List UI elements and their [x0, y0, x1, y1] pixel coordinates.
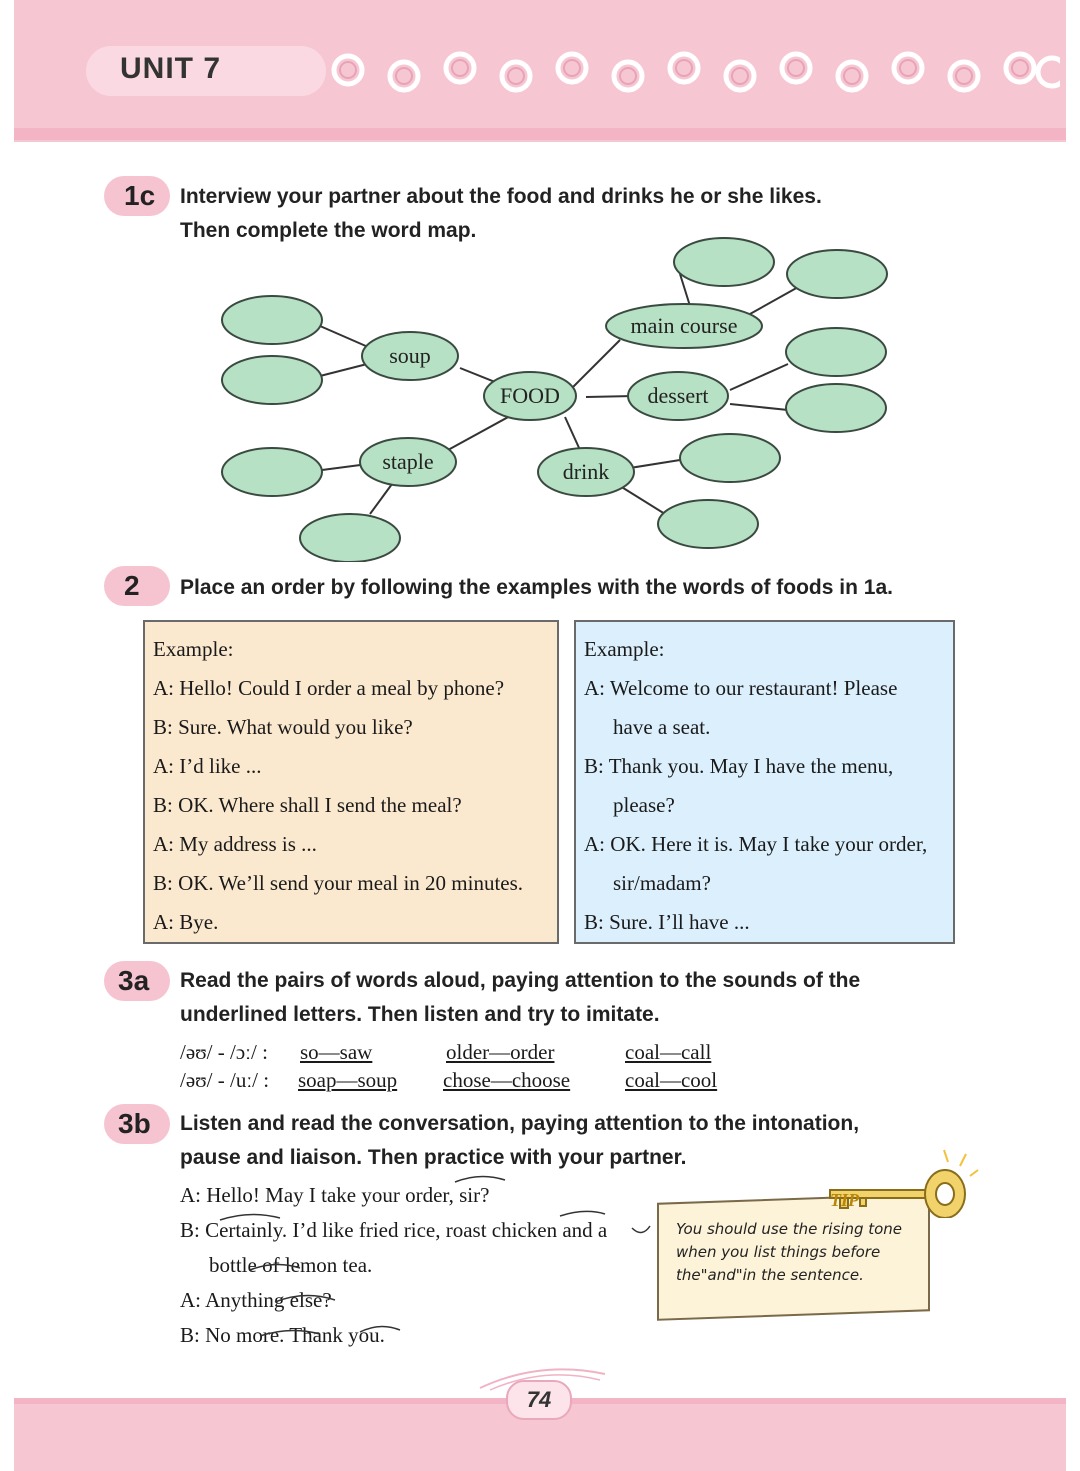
word-pair: chose—choose: [443, 1068, 571, 1092]
empty-oval: [787, 250, 887, 298]
empty-oval: [658, 500, 758, 548]
dialogue-line: sir/madam?: [613, 871, 711, 895]
conversation-line: A: Hello! May I take your order, sir?: [180, 1183, 490, 1207]
decorative-rings: [330, 50, 1060, 100]
instruction-1c-line2: Then complete the word map.: [180, 219, 477, 242]
instruction-2: Place an order by following the examples with the words of foods in 1a.: [180, 576, 893, 599]
empty-oval: [222, 356, 322, 404]
badge-2: 2: [104, 566, 170, 606]
empty-oval: [222, 448, 322, 496]
empty-oval: [300, 514, 400, 562]
label-food: FOOD: [500, 383, 560, 408]
conversation-line: B: Certainly. I’d like fried rice, roast chicken and a: [180, 1218, 608, 1242]
dialogue-line: B: OK. Where shall I send the meal?: [153, 793, 462, 817]
instruction-1c-line1: Interview your partner about the food and drinks he or she likes.: [180, 185, 822, 208]
empty-oval: [786, 384, 886, 432]
label-soup: soup: [389, 343, 431, 368]
dialogue-line: please?: [613, 793, 675, 817]
dialogue-line: A: Welcome to our restaurant! Please: [584, 676, 898, 700]
instruction-3a-line1: Read the pairs of words aloud, paying attention to the sounds of the: [180, 969, 861, 992]
word-pair: so—saw: [300, 1040, 373, 1064]
label-dessert: dessert: [647, 383, 709, 408]
conversation-line: A: Anything else?: [180, 1288, 332, 1312]
tip-text: You should use the rising tone when you list things before the"and"in the sentence.: [676, 1220, 903, 1284]
label-drink: drink: [562, 459, 610, 484]
badge-3b: 3b: [104, 1104, 170, 1144]
tip-label: TIP: [830, 1190, 859, 1210]
intonation-arrows: [180, 1172, 660, 1342]
word-pair: older—order: [446, 1040, 555, 1064]
instruction-3a: [180, 964, 970, 1032]
conversation-line: bottle of lemon tea.: [209, 1253, 373, 1277]
instruction-3a-line2: underlined letters. Then listen and try to imitate.: [180, 1003, 660, 1026]
header-strip: [14, 128, 1066, 140]
dialogue-line: A: I’d like ...: [153, 754, 262, 778]
dialogue-line: B: Sure. I’ll have ...: [584, 910, 750, 934]
word-pair: coal—call: [625, 1040, 712, 1064]
sound-pair: /əʊ/ - /ɔː/ :: [180, 1040, 268, 1064]
badge-1c: 1c: [104, 176, 170, 216]
example-box-1: [143, 620, 559, 944]
label-staple: staple: [382, 449, 434, 474]
example-title: Example:: [584, 637, 665, 661]
dialogue-line: A: OK. Here it is. May I take your order,: [584, 832, 928, 856]
badge-3a: 3a: [104, 961, 170, 1001]
word-pair: coal—cool: [625, 1068, 718, 1092]
example-title: Example:: [153, 637, 234, 661]
dialogue-line: B: Sure. What would you like?: [153, 715, 413, 739]
conversation-line: B: No more. Thank you.: [180, 1323, 385, 1347]
sound-pair: /əʊ/ - /uː/ :: [180, 1068, 270, 1092]
empty-oval: [222, 296, 322, 344]
empty-oval: [786, 328, 886, 376]
dialogue-line: A: Hello! Could I order a meal by phone?: [153, 676, 505, 700]
dialogue-line: A: Bye.: [153, 910, 219, 934]
empty-oval: [674, 238, 774, 286]
dialogue-line: B: OK. We’ll send your meal in 20 minutes.: [153, 871, 524, 895]
label-main-course: main course: [630, 313, 738, 338]
dialogue-line: B: Thank you. May I have the menu,: [584, 754, 894, 778]
unit-title: UNIT 7: [120, 52, 222, 85]
instruction-3b-line1: Listen and read the conversation, paying attention to the intonation,: [180, 1112, 860, 1135]
word-map: [210, 232, 900, 562]
empty-oval: [680, 434, 780, 482]
example-box-2: [574, 620, 955, 944]
word-pair: soap—soup: [298, 1068, 398, 1092]
instruction-3b-line2: pause and liaison. Then practice with your partner.: [180, 1146, 687, 1169]
dialogue-line: A: My address is ...: [153, 832, 317, 856]
page-number: 74: [506, 1380, 572, 1420]
dialogue-line: have a seat.: [613, 715, 711, 739]
